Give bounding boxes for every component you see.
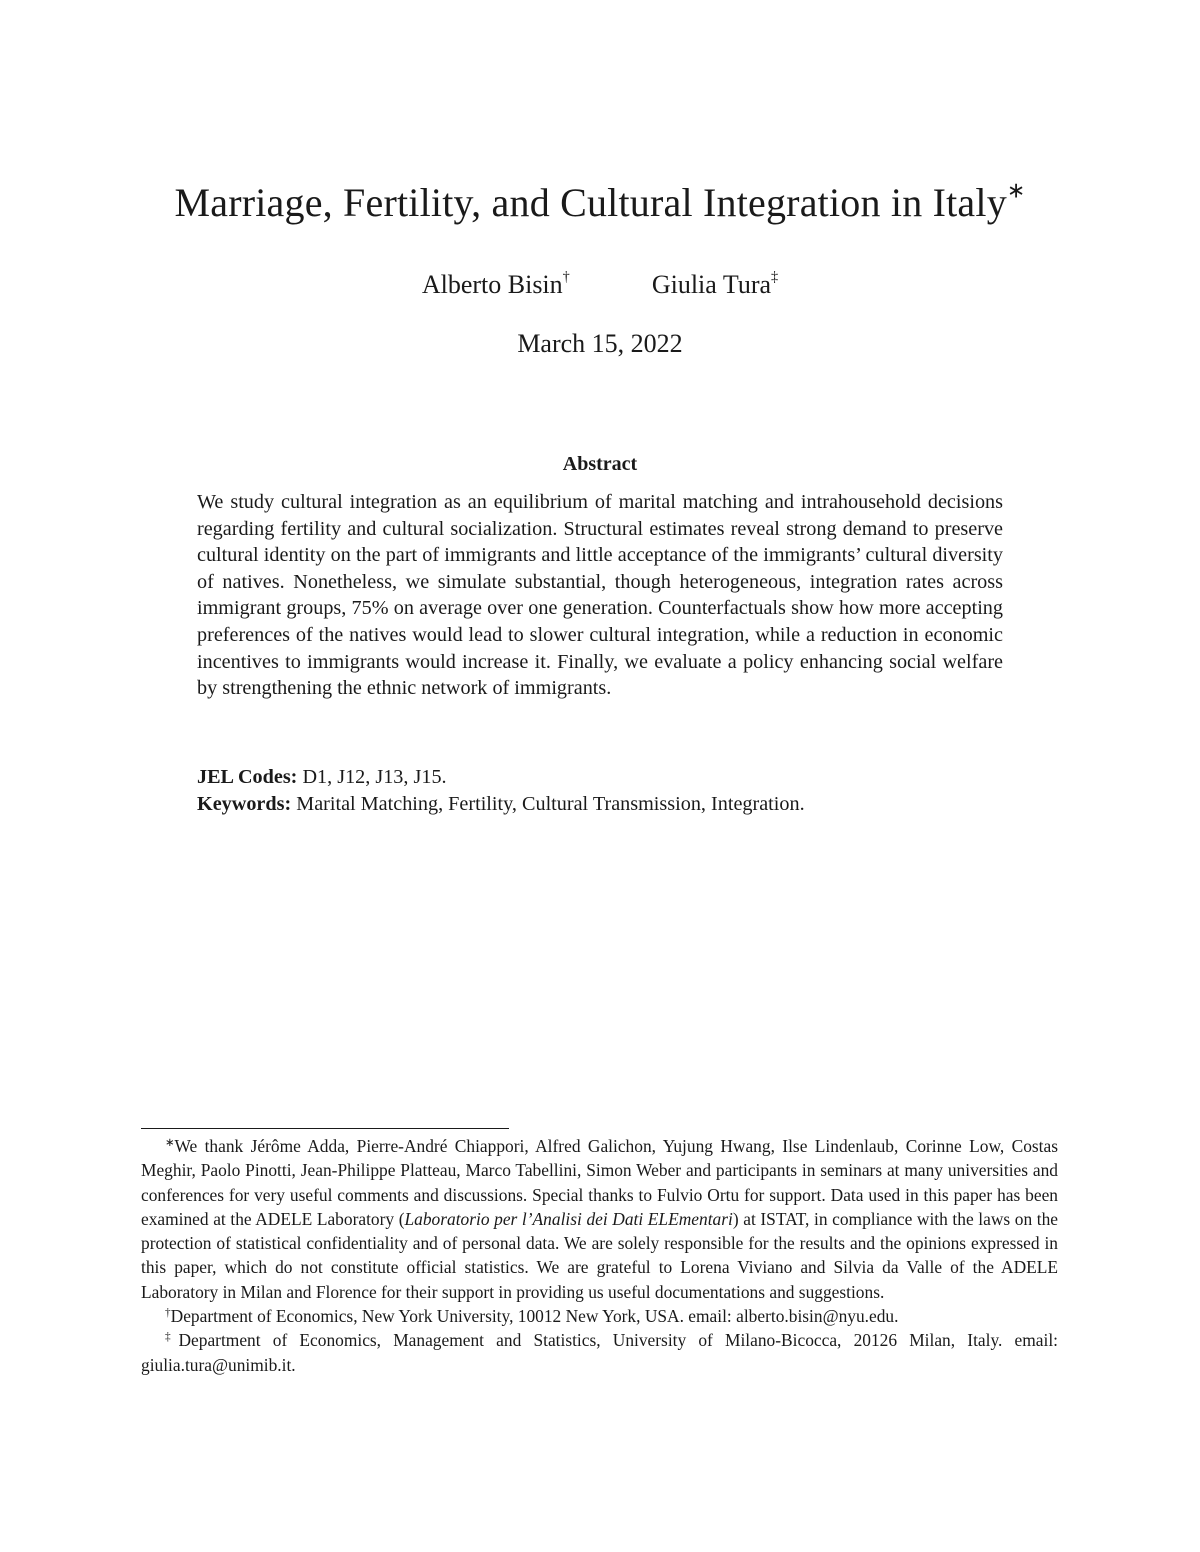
author-list — [0, 268, 1200, 302]
keywords-value: Marital Matching, Fertility, Cultural Transmission, Integration. — [296, 793, 805, 815]
footnote-mark: ∗ — [165, 1136, 175, 1149]
footnote-mark: † — [165, 1306, 171, 1319]
author-footnote-mark: † — [562, 268, 570, 285]
footnote-bisin-affiliation — [141, 1304, 1058, 1328]
author-footnote-mark: ‡ — [771, 268, 779, 285]
author-bisin — [422, 268, 570, 302]
author-name: Giulia Tura — [651, 270, 772, 299]
abstract-body: We study cultural integration as an equilibrium of marital matching and intrahousehold decisions regarding fertility and cultural socialization. Structural estimates reveal strong demand to preserve cultural identity on the part of immigrants and little acceptance of the immigrants’ cultural diversity of natives. Nonetheless, we simulate substantial, though heterogeneous, integration rates across immigrant groups, 75% on average over one generation. Counterfactuals show how more accepting preferences of the natives would lead to slower cultural integration, while a reduction in economic incentives to immigrants would increase it. Finally, we evaluate a policy enhancing social welfare by strengthening the ethnic network of immigrants. — [197, 491, 1003, 700]
title-footnote-mark: ∗ — [1006, 177, 1026, 203]
keywords — [197, 791, 1003, 818]
abstract-heading: Abstract — [562, 453, 638, 475]
footnote-tura-affiliation — [141, 1328, 1058, 1377]
jel-codes-value: D1, J12, J13, J15. — [302, 766, 447, 788]
publication-date: March 15, 2022 — [517, 329, 683, 358]
footnote-italic-text: Laboratorio per l’Analisi dei Dati ELEmentari — [404, 1208, 733, 1229]
jel-codes-label: JEL Codes: — [197, 766, 298, 788]
paper-title — [0, 178, 1200, 228]
author-tura — [652, 268, 778, 302]
footnote-text: Department of Economics, New York University, 10012 New York, USA. email: alberto.bisin@nyu.edu. — [170, 1306, 899, 1327]
keywords-label: Keywords: — [197, 793, 292, 815]
jel-codes — [197, 764, 1003, 791]
author-name: Alberto Bisin — [421, 270, 563, 299]
footnote-text: ) at ISTAT, in compliance with the laws on the protection of statistical confidentiality and of personal data. We are solely responsible for the results and the opinions expressed in this paper, which do not constitute official statistics. We are grateful to Lorena Viviano and Silvia da Valle of the ADELE Laboratory in Milan and Florence for their support in providing us useful documentations and suggestions. — [141, 1208, 1058, 1302]
footnote-text: We thank Jérôme Adda, Pierre-André Chiappori, Alfred Galichon, Yujung Hwang, Ilse Lindenlaub, Corinne Low, Costas Meghir, Paolo Pinotti, Jean-Philippe Platteau, Marco Tabellini, Simon Weber and participants in seminars at many universities and conferences for very useful comments and discussions. Special thanks to Fulvio Ortu for support. Data used in this paper has been examined at the ADELE Laboratory ( — [141, 1136, 1058, 1229]
paper-title-text: Marriage, Fertility, and Cultural Integration in Italy — [174, 180, 1007, 225]
footnotes — [141, 1134, 1058, 1377]
footnote-divider — [141, 1128, 509, 1129]
footnote-text: Department of Economics, Management and Statistics, University of Milano-Bicocca, 20126 Milan, Italy. email: giulia.tura@unimib.it. — [141, 1330, 1058, 1375]
footnote-acknowledgements — [141, 1134, 1058, 1304]
footnote-mark: ‡ — [165, 1331, 179, 1344]
